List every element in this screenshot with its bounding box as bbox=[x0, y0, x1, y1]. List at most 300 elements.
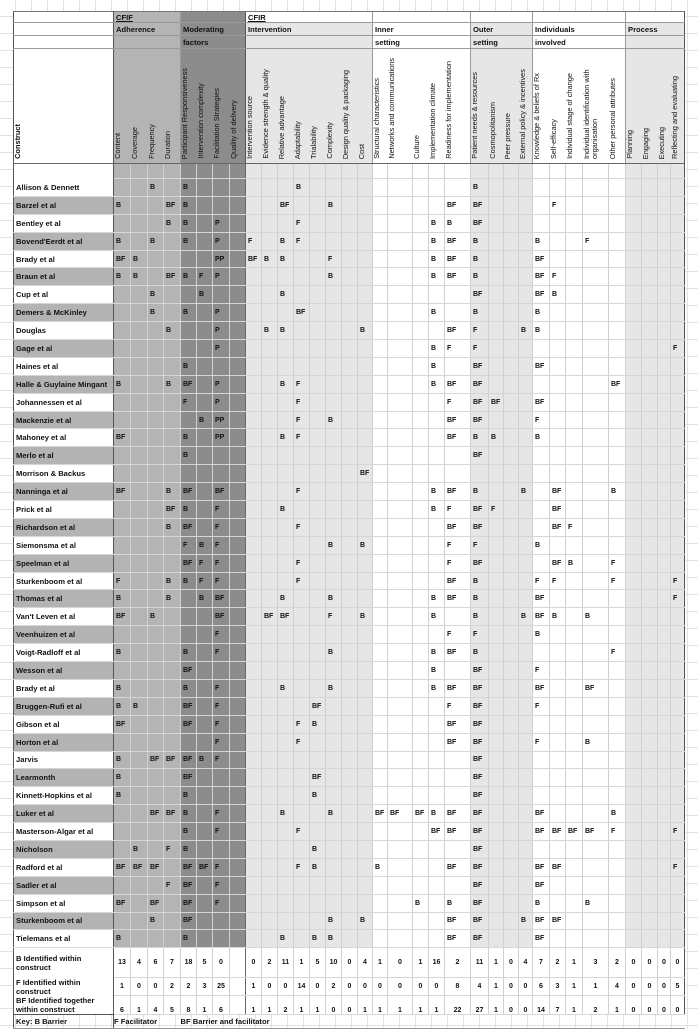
cell-intervention-complexity: F bbox=[197, 554, 213, 572]
cell-structural-characteristics bbox=[373, 608, 388, 626]
cell-external-policy-incentives bbox=[519, 518, 533, 536]
cell-culture bbox=[413, 465, 429, 483]
study-name: Bovend'Eerdt et al bbox=[14, 232, 114, 250]
cell-duration bbox=[164, 411, 181, 429]
cell-quality-of-delivery bbox=[230, 572, 246, 590]
cell-networks-and-communications bbox=[388, 912, 413, 930]
totals-label: B Identified within construct bbox=[14, 948, 114, 978]
cell-planning bbox=[626, 787, 642, 805]
cell-facilitation-strategies: F bbox=[213, 715, 230, 733]
cell-cost bbox=[358, 930, 373, 948]
study-name: Masterson-Algar et al bbox=[14, 823, 114, 841]
total-value: 1 bbox=[131, 996, 148, 1015]
cell-patient-needs-resources: BF bbox=[471, 518, 489, 536]
cell-patient-needs-resources: BF bbox=[471, 554, 489, 572]
cell-participant-responsiveness: B bbox=[181, 840, 197, 858]
cell-self-efficacy bbox=[550, 375, 566, 393]
cell-quality-of-delivery bbox=[230, 357, 246, 375]
cell-readiness-for-implementation: F bbox=[445, 697, 471, 715]
cell-content bbox=[114, 536, 131, 554]
cell-self-efficacy bbox=[550, 930, 566, 948]
total-value: 7 bbox=[533, 948, 550, 978]
cell-content bbox=[114, 447, 131, 465]
cell-facilitation-strategies bbox=[213, 357, 230, 375]
cell-design-quality-packaging bbox=[342, 250, 358, 268]
cell-participant-responsiveness: BF bbox=[181, 715, 197, 733]
cell-frequency bbox=[148, 322, 164, 340]
cell-complexity bbox=[326, 357, 342, 375]
cell-executing bbox=[658, 679, 671, 697]
cell-cost: B bbox=[358, 536, 373, 554]
column-header-label: Design quality & packaging bbox=[340, 69, 350, 159]
cell-quality-of-delivery bbox=[230, 411, 246, 429]
cell-self-efficacy: F bbox=[550, 196, 566, 214]
cell-cost bbox=[358, 715, 373, 733]
spacer-row bbox=[14, 164, 685, 179]
cell-individual-identification-with-organisation bbox=[583, 715, 609, 733]
cell-intervention-source bbox=[246, 518, 262, 536]
table-row bbox=[14, 411, 685, 429]
total-value: 0 bbox=[429, 978, 445, 996]
cell bbox=[278, 164, 294, 179]
cell-facilitation-strategies: F bbox=[213, 644, 230, 662]
cell-culture bbox=[413, 518, 429, 536]
cell-knowledge-beliefs-of-rx bbox=[533, 751, 550, 769]
column-header-label: Intervention complexity bbox=[195, 83, 205, 159]
cell-evidence-strength-quality bbox=[262, 823, 278, 841]
cell-evidence-strength-quality bbox=[262, 179, 278, 197]
cell-coverage bbox=[131, 429, 148, 447]
cell-engaging bbox=[642, 447, 658, 465]
cell-peer-pressure bbox=[504, 214, 519, 232]
total-value: 1 bbox=[583, 978, 609, 996]
cell-adaptability bbox=[294, 340, 310, 358]
cell bbox=[429, 164, 445, 179]
cell-implementation-climate bbox=[429, 554, 445, 572]
cell-networks-and-communications bbox=[388, 930, 413, 948]
cell-quality-of-delivery bbox=[230, 769, 246, 787]
cell-intervention-complexity bbox=[197, 196, 213, 214]
study-name: Demers & McKinley bbox=[14, 304, 114, 322]
cell-facilitation-strategies: F bbox=[213, 501, 230, 519]
cell-planning bbox=[626, 894, 642, 912]
total-value: 0 bbox=[326, 996, 342, 1015]
construct-cell bbox=[14, 164, 114, 179]
cell-engaging bbox=[642, 912, 658, 930]
cell-patient-needs-resources: BF bbox=[471, 375, 489, 393]
cell-coverage bbox=[131, 554, 148, 572]
cell-participant-responsiveness: B bbox=[181, 304, 197, 322]
table-row bbox=[14, 751, 685, 769]
cell-structural-characteristics: BF bbox=[373, 805, 388, 823]
cell-evidence-strength-quality bbox=[262, 662, 278, 680]
cell-intervention-complexity bbox=[197, 304, 213, 322]
study-name: Mackenzie et al bbox=[14, 411, 114, 429]
cell-networks-and-communications bbox=[388, 536, 413, 554]
cell-executing bbox=[658, 536, 671, 554]
cell-intervention-source bbox=[246, 697, 262, 715]
cell-planning bbox=[626, 662, 642, 680]
cell-content: B bbox=[114, 930, 131, 948]
cell-frequency bbox=[148, 214, 164, 232]
cell-engaging bbox=[642, 411, 658, 429]
table-row bbox=[14, 340, 685, 358]
column-header bbox=[230, 49, 246, 164]
cell-networks-and-communications bbox=[388, 823, 413, 841]
cell-planning bbox=[626, 375, 642, 393]
cell-intervention-source bbox=[246, 590, 262, 608]
cell-planning bbox=[626, 465, 642, 483]
cell-cost bbox=[358, 483, 373, 501]
cell-facilitation-strategies: F bbox=[213, 536, 230, 554]
cell-content bbox=[114, 662, 131, 680]
cell-reflecting-and-evaluating: F bbox=[671, 340, 685, 358]
cell-coverage bbox=[131, 930, 148, 948]
cell-implementation-climate bbox=[429, 697, 445, 715]
cell-quality-of-delivery bbox=[230, 196, 246, 214]
cell-other-personal-attributes bbox=[609, 787, 626, 805]
cell-evidence-strength-quality bbox=[262, 912, 278, 930]
cell-knowledge-beliefs-of-rx: B bbox=[533, 536, 550, 554]
cell-adaptability: F bbox=[294, 518, 310, 536]
cell-executing bbox=[658, 465, 671, 483]
cell-culture bbox=[413, 286, 429, 304]
total-value: 0 bbox=[310, 978, 326, 996]
cell-coverage bbox=[131, 304, 148, 322]
cell-cost bbox=[358, 572, 373, 590]
cell-quality-of-delivery bbox=[230, 858, 246, 876]
cell-relative-advantage bbox=[278, 179, 294, 197]
cell-duration: BF bbox=[164, 501, 181, 519]
total-value: 7 bbox=[164, 948, 181, 978]
cell-cost bbox=[358, 268, 373, 286]
column-header-label: Trialability bbox=[308, 126, 318, 159]
study-name: Jarvis bbox=[14, 751, 114, 769]
cell-other-personal-attributes bbox=[609, 697, 626, 715]
cell-duration bbox=[164, 912, 181, 930]
cell-structural-characteristics bbox=[373, 894, 388, 912]
cell-cost bbox=[358, 340, 373, 358]
cell-adaptability bbox=[294, 697, 310, 715]
cell-executing bbox=[658, 858, 671, 876]
cell-readiness-for-implementation: BF bbox=[445, 572, 471, 590]
column-header-label: Duration bbox=[162, 131, 172, 159]
cell-patient-needs-resources: BF bbox=[471, 787, 489, 805]
cell-networks-and-communications bbox=[388, 733, 413, 751]
cell-cosmopolitanism bbox=[489, 608, 504, 626]
cell-adaptability bbox=[294, 912, 310, 930]
cell-coverage bbox=[131, 894, 148, 912]
study-name: Horton et al bbox=[14, 733, 114, 751]
cell-individual-identification-with-organisation bbox=[583, 858, 609, 876]
cell-reflecting-and-evaluating bbox=[671, 232, 685, 250]
group-label-pro: Process bbox=[628, 24, 658, 34]
cell-individual-stage-of-change bbox=[566, 465, 583, 483]
cell-trialability bbox=[310, 590, 326, 608]
cell-cosmopolitanism bbox=[489, 823, 504, 841]
cell-duration bbox=[164, 787, 181, 805]
cell-coverage: B bbox=[131, 840, 148, 858]
study-name: Gibson et al bbox=[14, 715, 114, 733]
cell-quality-of-delivery bbox=[230, 823, 246, 841]
cell-coverage bbox=[131, 447, 148, 465]
cell-intervention-complexity bbox=[197, 644, 213, 662]
cell-structural-characteristics bbox=[373, 679, 388, 697]
cell-planning bbox=[626, 179, 642, 197]
column-header bbox=[358, 49, 373, 164]
cell-structural-characteristics bbox=[373, 769, 388, 787]
study-name: Gage et al bbox=[14, 340, 114, 358]
cell-intervention-source bbox=[246, 465, 262, 483]
total-value: 1 bbox=[489, 996, 504, 1015]
column-header bbox=[550, 49, 566, 164]
cell-planning bbox=[626, 518, 642, 536]
cell-engaging bbox=[642, 501, 658, 519]
cell-executing bbox=[658, 483, 671, 501]
cell-external-policy-incentives bbox=[519, 411, 533, 429]
cell-complexity bbox=[326, 787, 342, 805]
cell-culture bbox=[413, 912, 429, 930]
cell-frequency bbox=[148, 572, 164, 590]
cell-peer-pressure bbox=[504, 608, 519, 626]
cell-cost bbox=[358, 250, 373, 268]
cell-duration bbox=[164, 769, 181, 787]
total-value: 1 bbox=[566, 978, 583, 996]
cell-other-personal-attributes: B bbox=[609, 805, 626, 823]
cell-executing bbox=[658, 357, 671, 375]
cell bbox=[373, 36, 400, 49]
cell-relative-advantage: BF bbox=[278, 608, 294, 626]
cell-cost bbox=[358, 697, 373, 715]
cell-content bbox=[114, 304, 131, 322]
column-header bbox=[489, 49, 504, 164]
cell-complexity bbox=[326, 894, 342, 912]
table-row bbox=[14, 250, 685, 268]
cell-other-personal-attributes bbox=[609, 536, 626, 554]
cell-implementation-climate bbox=[429, 751, 445, 769]
cell-coverage bbox=[131, 805, 148, 823]
cell-readiness-for-implementation: BF bbox=[445, 429, 471, 447]
cell-cost bbox=[358, 733, 373, 751]
cell-other-personal-attributes bbox=[609, 268, 626, 286]
cell-patient-needs-resources: BF bbox=[471, 894, 489, 912]
cell-adaptability bbox=[294, 769, 310, 787]
cell-quality-of-delivery bbox=[230, 697, 246, 715]
cell-evidence-strength-quality bbox=[262, 465, 278, 483]
cell-reflecting-and-evaluating bbox=[671, 840, 685, 858]
cell-cost bbox=[358, 751, 373, 769]
cell bbox=[278, 36, 294, 49]
cell-executing bbox=[658, 572, 671, 590]
table-row bbox=[14, 214, 685, 232]
cell-peer-pressure bbox=[504, 429, 519, 447]
cell-planning bbox=[626, 447, 642, 465]
cell-adaptability: B bbox=[294, 179, 310, 197]
cell-frequency bbox=[148, 393, 164, 411]
cell-culture bbox=[413, 375, 429, 393]
total-value: 1 bbox=[413, 948, 429, 978]
cell-cosmopolitanism bbox=[489, 179, 504, 197]
cell-participant-responsiveness: BF bbox=[181, 662, 197, 680]
cell-executing bbox=[658, 322, 671, 340]
total-value: 2 bbox=[583, 996, 609, 1015]
cell-intervention-source bbox=[246, 894, 262, 912]
cell-individual-stage-of-change bbox=[566, 912, 583, 930]
cell-facilitation-strategies: P bbox=[213, 322, 230, 340]
cell-individual-stage-of-change bbox=[566, 214, 583, 232]
cell-evidence-strength-quality bbox=[262, 787, 278, 805]
column-header bbox=[658, 49, 671, 164]
cell bbox=[131, 12, 148, 23]
cell-individual-stage-of-change bbox=[566, 715, 583, 733]
cell-quality-of-delivery bbox=[230, 536, 246, 554]
cell-individual-stage-of-change bbox=[566, 232, 583, 250]
cell-culture bbox=[413, 626, 429, 644]
cell-peer-pressure bbox=[504, 250, 519, 268]
cell-patient-needs-resources: B bbox=[471, 483, 489, 501]
cell-duration: BF bbox=[164, 268, 181, 286]
cell bbox=[246, 164, 262, 179]
total-value: 0 bbox=[504, 978, 519, 996]
cell-culture bbox=[413, 876, 429, 894]
cell-cosmopolitanism bbox=[489, 411, 504, 429]
column-header-label: Content bbox=[113, 133, 122, 159]
cell-frequency bbox=[148, 518, 164, 536]
cell-reflecting-and-evaluating bbox=[671, 268, 685, 286]
cell-design-quality-packaging bbox=[342, 286, 358, 304]
cell-participant-responsiveness bbox=[181, 411, 197, 429]
cell-other-personal-attributes bbox=[609, 751, 626, 769]
cell-planning bbox=[626, 304, 642, 322]
cell-individual-stage-of-change: F bbox=[566, 518, 583, 536]
cell-facilitation-strategies: P bbox=[213, 268, 230, 286]
cell-quality-of-delivery bbox=[230, 662, 246, 680]
cell-structural-characteristics bbox=[373, 429, 388, 447]
cell-other-personal-attributes bbox=[609, 590, 626, 608]
cell-design-quality-packaging bbox=[342, 536, 358, 554]
cell-adaptability: F bbox=[294, 375, 310, 393]
cell-duration: B bbox=[164, 375, 181, 393]
cell-self-efficacy bbox=[550, 644, 566, 662]
cell-adaptability: F bbox=[294, 483, 310, 501]
cell bbox=[326, 12, 342, 23]
cell-peer-pressure bbox=[504, 554, 519, 572]
cell-engaging bbox=[642, 876, 658, 894]
cell-implementation-climate bbox=[429, 715, 445, 733]
table-row bbox=[14, 465, 685, 483]
cell-external-policy-incentives bbox=[519, 286, 533, 304]
cell-cosmopolitanism bbox=[489, 751, 504, 769]
column-header bbox=[164, 49, 181, 164]
cell-other-personal-attributes bbox=[609, 465, 626, 483]
cell-culture bbox=[413, 268, 429, 286]
cell-duration bbox=[164, 357, 181, 375]
cell-quality-of-delivery bbox=[230, 840, 246, 858]
cell-patient-needs-resources: BF bbox=[471, 679, 489, 697]
cell-evidence-strength-quality bbox=[262, 894, 278, 912]
cell-individual-identification-with-organisation bbox=[583, 375, 609, 393]
cell bbox=[671, 12, 685, 23]
cell-implementation-climate bbox=[429, 930, 445, 948]
cell-cost bbox=[358, 876, 373, 894]
cell-individual-identification-with-organisation bbox=[583, 536, 609, 554]
cell-content: BF bbox=[114, 858, 131, 876]
cell-relative-advantage bbox=[278, 644, 294, 662]
cell-trialability bbox=[310, 626, 326, 644]
cell-engaging bbox=[642, 662, 658, 680]
key-row bbox=[14, 1015, 685, 1029]
cell-adaptability bbox=[294, 286, 310, 304]
cell-design-quality-packaging bbox=[342, 268, 358, 286]
cell-readiness-for-implementation: BF bbox=[445, 644, 471, 662]
total-value: 4 bbox=[131, 948, 148, 978]
cell-duration bbox=[164, 858, 181, 876]
cell-external-policy-incentives: B bbox=[519, 483, 533, 501]
cell-adaptability bbox=[294, 322, 310, 340]
cell-intervention-complexity bbox=[197, 662, 213, 680]
cell-executing bbox=[658, 286, 671, 304]
cell-networks-and-communications bbox=[388, 644, 413, 662]
cell-participant-responsiveness: B bbox=[181, 572, 197, 590]
cell-self-efficacy bbox=[550, 340, 566, 358]
cell-cost bbox=[358, 411, 373, 429]
table-row bbox=[14, 357, 685, 375]
study-name: Mahoney et al bbox=[14, 429, 114, 447]
cell-implementation-climate: BF bbox=[429, 823, 445, 841]
cell-implementation-climate bbox=[429, 518, 445, 536]
cell-content bbox=[114, 179, 131, 197]
cell-reflecting-and-evaluating bbox=[671, 429, 685, 447]
cell bbox=[294, 12, 310, 23]
cell bbox=[230, 164, 246, 179]
cell-planning bbox=[626, 805, 642, 823]
total-value: 2 bbox=[262, 948, 278, 978]
cell-participant-responsiveness: BF bbox=[181, 751, 197, 769]
group-label-inn: Inner bbox=[375, 24, 394, 34]
cell-frequency bbox=[148, 840, 164, 858]
cell-readiness-for-implementation: F bbox=[445, 626, 471, 644]
cell bbox=[358, 23, 373, 36]
cell-facilitation-strategies: P bbox=[213, 393, 230, 411]
cell bbox=[310, 23, 326, 36]
column-header-label: Quality of delivery bbox=[228, 100, 238, 159]
cell-intervention-source bbox=[246, 411, 262, 429]
cell-quality-of-delivery bbox=[230, 393, 246, 411]
cell-cosmopolitanism bbox=[489, 715, 504, 733]
study-name: Merlo et al bbox=[14, 447, 114, 465]
cell-cost bbox=[358, 286, 373, 304]
cell-self-efficacy bbox=[550, 465, 566, 483]
group-label-mod: Moderating bbox=[183, 24, 224, 34]
cell bbox=[310, 12, 326, 23]
cell-complexity bbox=[326, 232, 342, 250]
cell-adaptability bbox=[294, 930, 310, 948]
cell-planning bbox=[626, 840, 642, 858]
cell-relative-advantage bbox=[278, 769, 294, 787]
cell-relative-advantage bbox=[278, 626, 294, 644]
cell-external-policy-incentives bbox=[519, 214, 533, 232]
cell-reflecting-and-evaluating bbox=[671, 411, 685, 429]
cell-frequency bbox=[148, 787, 164, 805]
cell-culture bbox=[413, 179, 429, 197]
cell-facilitation-strategies: F bbox=[213, 751, 230, 769]
column-header-row bbox=[14, 49, 685, 164]
cell-readiness-for-implementation: BF bbox=[445, 483, 471, 501]
cell-knowledge-beliefs-of-rx bbox=[533, 340, 550, 358]
cell bbox=[429, 12, 445, 23]
total-value: 1 bbox=[609, 996, 626, 1015]
cell bbox=[164, 23, 181, 36]
